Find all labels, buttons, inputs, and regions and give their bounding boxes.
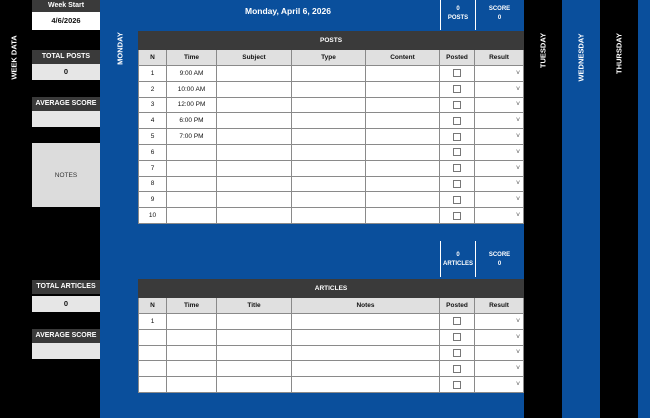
posts-row-number: 2 (139, 81, 167, 97)
articles-table-title: ARTICLES (139, 280, 524, 298)
posts-text-cell[interactable] (292, 144, 366, 160)
checkbox-icon[interactable] (453, 196, 461, 204)
articles-result-cell[interactable] (475, 377, 524, 393)
articles-row (139, 314, 524, 330)
articles-result-cell[interactable] (475, 345, 524, 361)
articles-text-cell[interactable] (292, 345, 440, 361)
posts-header-n: N (139, 50, 167, 66)
checkbox-icon[interactable] (453, 164, 461, 172)
average-score-label: AVERAGE SCORE (32, 97, 100, 111)
wednesday-vertical-label: WEDNESDAY (576, 33, 586, 82)
posts-result-cell[interactable] (475, 176, 524, 192)
dropdown-arrow-icon[interactable]: ˅ (515, 333, 521, 341)
posts-result-cell[interactable] (475, 160, 524, 176)
posts-text-cell[interactable] (292, 192, 366, 208)
dropdown-arrow-icon[interactable]: ˅ (515, 365, 521, 373)
posts-row-number: 5 (139, 129, 167, 145)
posts-row (139, 81, 524, 97)
checkbox-icon[interactable] (453, 180, 461, 188)
posts-text-cell[interactable] (366, 160, 440, 176)
checkbox-icon[interactable] (453, 101, 461, 109)
posts-text-cell[interactable] (292, 97, 366, 113)
posts-table (138, 31, 524, 224)
posts-text-cell[interactable] (217, 144, 292, 160)
articles-count-label: ARTICLES (443, 261, 473, 267)
day-date-heading: Monday, April 6, 2026 (245, 6, 331, 16)
posts-text-cell[interactable] (366, 176, 440, 192)
articles-text-cell[interactable] (217, 314, 292, 330)
articles-row-number: 1 (139, 314, 167, 330)
posts-row-number: 10 (139, 208, 167, 224)
posts-text-cell[interactable] (366, 144, 440, 160)
posts-table-title: POSTS (139, 32, 524, 50)
posts-row (139, 66, 524, 82)
articles-text-cell[interactable] (217, 345, 292, 361)
posts-row (139, 192, 524, 208)
articles-posted-cell (440, 314, 475, 330)
posts-row (139, 129, 524, 145)
posts-time-cell[interactable]: 10:00 AM (167, 81, 217, 97)
posts-row-number: 7 (139, 160, 167, 176)
posts-row-number: 9 (139, 192, 167, 208)
posts-score-value: 0 (497, 15, 502, 21)
articles-row (139, 361, 524, 377)
articles-text-cell[interactable] (292, 329, 440, 345)
friday-panel-edge[interactable] (638, 0, 650, 418)
posts-text-cell[interactable] (366, 192, 440, 208)
posts-text-cell[interactable] (217, 66, 292, 82)
articles-time-cell[interactable] (167, 329, 217, 345)
posts-text-cell[interactable] (217, 208, 292, 224)
posts-result-cell[interactable] (475, 208, 524, 224)
posts-row-number: 3 (139, 97, 167, 113)
total-articles-value: 0 (32, 296, 100, 312)
monday-vertical-label: MONDAY (115, 32, 125, 65)
posts-text-cell[interactable] (217, 113, 292, 129)
posts-time-cell[interactable]: 9:00 AM (167, 66, 217, 82)
posts-row (139, 208, 524, 224)
articles-score-value: 0 (497, 261, 502, 267)
week-start-input[interactable]: 4/6/2026 (32, 12, 100, 30)
posts-time-cell[interactable] (167, 192, 217, 208)
posts-result-cell[interactable] (475, 113, 524, 129)
posts-header-subject: Subject (217, 50, 292, 66)
posts-header-type: Type (292, 50, 366, 66)
posts-text-cell[interactable] (366, 129, 440, 145)
posts-text-cell[interactable] (217, 81, 292, 97)
articles-count-value: 0 (456, 252, 460, 258)
posts-time-cell[interactable] (167, 176, 217, 192)
notes-field[interactable] (32, 143, 100, 207)
posts-row (139, 144, 524, 160)
posts-time-cell[interactable] (167, 160, 217, 176)
posts-result-cell[interactable] (475, 97, 524, 113)
posts-posted-cell (440, 81, 475, 97)
dropdown-arrow-icon[interactable]: ˅ (515, 349, 521, 357)
posts-time-cell[interactable]: 12:00 PM (167, 97, 217, 113)
average-score-articles-label: AVERAGE SCORE (32, 329, 100, 343)
posts-row-number: 8 (139, 176, 167, 192)
posts-row (139, 160, 524, 176)
posts-header-content: Content (366, 50, 440, 66)
posts-result-cell[interactable] (475, 144, 524, 160)
dropdown-arrow-icon[interactable]: ˅ (515, 85, 521, 93)
total-articles-label: TOTAL ARTICLES (32, 280, 100, 294)
articles-score-label: SCORE (488, 252, 511, 258)
posts-text-cell[interactable] (366, 97, 440, 113)
articles-posted-cell (440, 329, 475, 345)
articles-header-time: Time (167, 298, 217, 314)
articles-table (138, 279, 524, 393)
dropdown-arrow-icon[interactable]: ˅ (515, 196, 521, 204)
articles-count-box (440, 241, 475, 277)
posts-text-cell[interactable] (292, 160, 366, 176)
checkbox-icon[interactable] (453, 317, 461, 325)
posts-result-cell[interactable] (475, 66, 524, 82)
posts-text-cell[interactable] (292, 208, 366, 224)
articles-row-number (139, 329, 167, 345)
posts-row-number: 1 (139, 66, 167, 82)
posts-text-cell[interactable] (292, 81, 366, 97)
thursday-vertical-label: THURSDAY (614, 33, 624, 74)
posts-row (139, 113, 524, 129)
articles-posted-cell (440, 361, 475, 377)
posts-row-number: 4 (139, 113, 167, 129)
articles-posted-cell (440, 345, 475, 361)
posts-text-cell[interactable] (366, 81, 440, 97)
posts-header-posted: Posted (440, 50, 475, 66)
articles-row (139, 377, 524, 393)
week-data-vertical-label: WEEK DATA (9, 35, 19, 80)
checkbox-icon[interactable] (453, 148, 461, 156)
average-score-articles-value (32, 343, 100, 359)
articles-text-cell[interactable] (292, 361, 440, 377)
tuesday-vertical-label: TUESDAY (538, 32, 548, 69)
total-posts-value: 0 (32, 64, 100, 80)
posts-posted-cell (440, 129, 475, 145)
dropdown-arrow-icon[interactable]: ˅ (515, 317, 521, 325)
articles-header-notes: Notes (292, 298, 440, 314)
posts-text-cell[interactable] (217, 176, 292, 192)
posts-posted-cell (440, 192, 475, 208)
checkbox-icon[interactable] (453, 133, 461, 141)
posts-time-cell[interactable]: 7:00 PM (167, 129, 217, 145)
articles-text-cell[interactable] (292, 377, 440, 393)
posts-count-value: 0 (456, 6, 460, 12)
posts-result-cell[interactable] (475, 192, 524, 208)
week-start-label: Week Start (32, 0, 100, 12)
articles-result-cell[interactable] (475, 314, 524, 330)
articles-text-cell[interactable] (217, 377, 292, 393)
posts-count-label: POSTS (447, 15, 469, 21)
checkbox-icon[interactable] (453, 349, 461, 357)
dropdown-arrow-icon[interactable]: ˅ (515, 212, 521, 220)
posts-time-cell[interactable] (167, 208, 217, 224)
articles-header-posted: Posted (440, 298, 475, 314)
articles-time-cell[interactable] (167, 377, 217, 393)
dropdown-arrow-icon[interactable]: ˅ (515, 133, 521, 141)
posts-text-cell[interactable] (366, 66, 440, 82)
checkbox-icon[interactable] (453, 381, 461, 389)
posts-score-box (475, 0, 523, 30)
posts-posted-cell (440, 176, 475, 192)
articles-time-cell[interactable] (167, 361, 217, 377)
average-score-value (32, 111, 100, 127)
articles-time-cell[interactable] (167, 314, 217, 330)
posts-posted-cell (440, 208, 475, 224)
articles-text-cell[interactable] (217, 329, 292, 345)
posts-text-cell[interactable] (217, 129, 292, 145)
articles-header-result: Result (475, 298, 524, 314)
articles-text-cell[interactable] (217, 361, 292, 377)
posts-result-cell[interactable] (475, 129, 524, 145)
articles-posted-cell (440, 377, 475, 393)
articles-row-number (139, 345, 167, 361)
dropdown-arrow-icon[interactable]: ˅ (515, 117, 521, 125)
posts-posted-cell (440, 97, 475, 113)
dropdown-arrow-icon[interactable]: ˅ (515, 180, 521, 188)
posts-text-cell[interactable] (217, 97, 292, 113)
dropdown-arrow-icon[interactable]: ˅ (515, 101, 521, 109)
articles-text-cell[interactable] (292, 314, 440, 330)
posts-result-cell[interactable] (475, 81, 524, 97)
articles-score-box (475, 241, 523, 277)
articles-header-title: Title (217, 298, 292, 314)
posts-posted-cell (440, 160, 475, 176)
total-posts-label: TOTAL POSTS (32, 50, 100, 64)
checkbox-icon[interactable] (453, 365, 461, 373)
articles-result-cell[interactable] (475, 329, 524, 345)
dropdown-arrow-icon[interactable]: ˅ (515, 164, 521, 172)
posts-count-box (440, 0, 475, 30)
posts-row (139, 176, 524, 192)
notes-label: NOTES (54, 171, 78, 179)
posts-text-cell[interactable] (292, 113, 366, 129)
checkbox-icon[interactable] (453, 85, 461, 93)
posts-text-cell[interactable] (217, 192, 292, 208)
articles-header-n: N (139, 298, 167, 314)
dropdown-arrow-icon[interactable]: ˅ (515, 69, 521, 77)
posts-posted-cell (440, 144, 475, 160)
posts-row (139, 97, 524, 113)
posts-text-cell[interactable] (366, 208, 440, 224)
posts-text-cell[interactable] (292, 129, 366, 145)
posts-text-cell[interactable] (292, 66, 366, 82)
checkbox-icon[interactable] (453, 69, 461, 77)
posts-header-time: Time (167, 50, 217, 66)
posts-text-cell[interactable] (217, 160, 292, 176)
articles-row (139, 329, 524, 345)
posts-time-cell[interactable] (167, 144, 217, 160)
posts-text-cell[interactable] (366, 113, 440, 129)
dropdown-arrow-icon[interactable]: ˅ (515, 381, 521, 389)
checkbox-icon[interactable] (453, 333, 461, 341)
posts-time-cell[interactable]: 6:00 PM (167, 113, 217, 129)
articles-result-cell[interactable] (475, 361, 524, 377)
articles-row-number (139, 377, 167, 393)
posts-text-cell[interactable] (292, 176, 366, 192)
dropdown-arrow-icon[interactable]: ˅ (515, 148, 521, 156)
posts-posted-cell (440, 66, 475, 82)
checkbox-icon[interactable] (453, 212, 461, 220)
checkbox-icon[interactable] (453, 117, 461, 125)
articles-time-cell[interactable] (167, 345, 217, 361)
articles-row (139, 345, 524, 361)
posts-row-number: 6 (139, 144, 167, 160)
posts-score-label: SCORE (488, 6, 511, 12)
articles-row-number (139, 361, 167, 377)
posts-posted-cell (440, 113, 475, 129)
posts-header-result: Result (475, 50, 524, 66)
